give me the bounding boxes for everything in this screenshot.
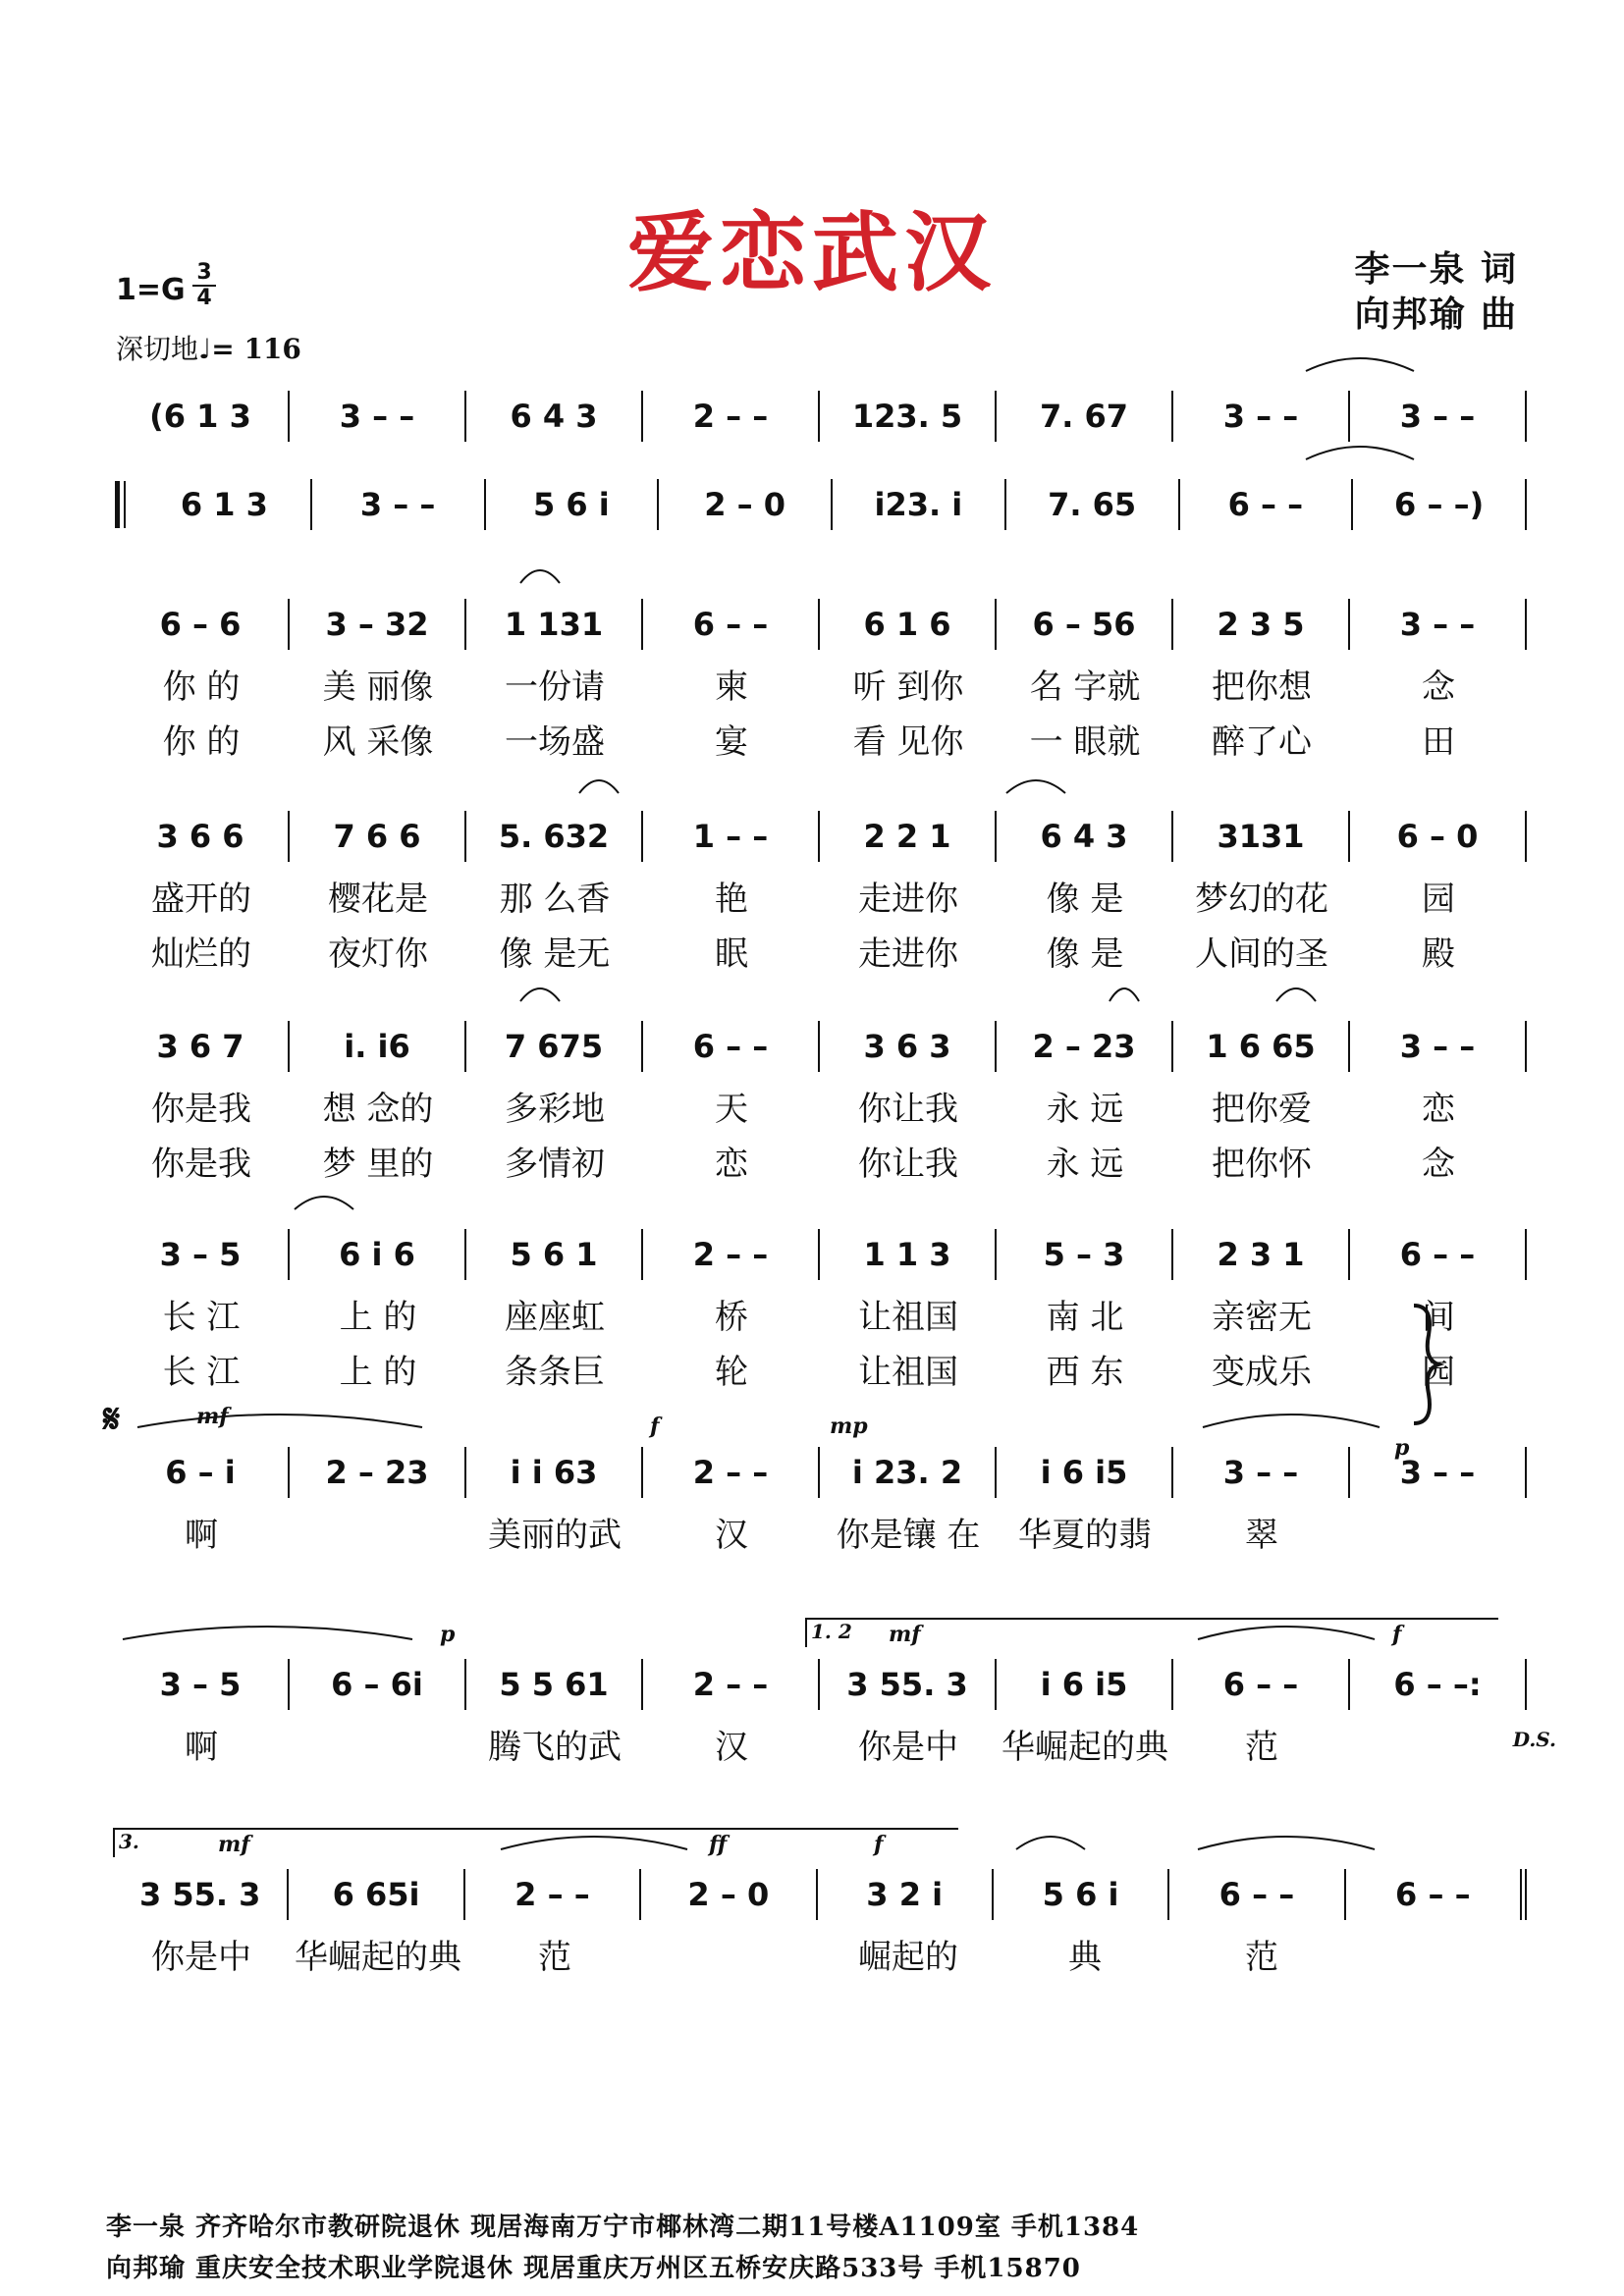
measure: 2 – 23 <box>290 1447 466 1498</box>
lyric-cell: 风 采像 <box>322 721 434 762</box>
lyric-cell: 变成乐 <box>1212 1352 1312 1392</box>
lyric-cell: 美丽的武 <box>488 1515 622 1555</box>
lyric-cell: 梦幻的花 <box>1195 879 1328 919</box>
measure: 3 – – <box>1350 1021 1527 1072</box>
system-3 <box>113 599 1527 764</box>
lyric-cell: 把你怀 <box>1212 1144 1312 1184</box>
lyric-line <box>113 925 1527 976</box>
measure: i 6 i5 <box>997 1447 1173 1498</box>
measure: 2 – – <box>643 1447 820 1498</box>
measure: 6 1 6 <box>820 599 997 650</box>
meter-top: 3 <box>196 260 212 285</box>
measure: 2 – 0 <box>641 1869 817 1920</box>
measure: 6 – – <box>1169 1869 1345 1920</box>
measure: 1 131 <box>466 599 643 650</box>
dynamic-f: f <box>874 1832 884 1857</box>
measure: 3 – 32 <box>290 599 466 650</box>
lyricist-credit: 李一泉 词 <box>1354 248 1518 290</box>
measure: 2 3 5 <box>1173 599 1350 650</box>
slur-arc <box>1203 1415 1380 1427</box>
lyric-cell: 范 <box>538 1937 571 1977</box>
lyric-cell: 一份请 <box>505 667 605 707</box>
ds-marking: D.S. <box>1512 1728 1556 1751</box>
system-5 <box>113 1021 1527 1186</box>
measure: 7. 67 <box>997 391 1173 442</box>
lyric-cell: 你是镶 在 <box>836 1515 981 1555</box>
segno-icon: 𝄋 <box>103 1396 121 1442</box>
quarter-note-icon: ♩ <box>198 333 212 365</box>
measure: 3 6 3 <box>820 1021 997 1072</box>
lyric-cell: 永 远 <box>1046 1144 1124 1184</box>
measure: 3 55. 3 <box>113 1869 289 1920</box>
lyric-cell: 念 <box>1422 1144 1455 1184</box>
measure: 3 – 5 <box>113 1659 290 1710</box>
staff-line <box>113 1659 1527 1710</box>
key-signature: 1=G <box>116 273 186 307</box>
slur-arc <box>1016 1837 1085 1849</box>
slur-arc <box>295 1197 353 1209</box>
lyric-cell: 柬 <box>715 667 748 707</box>
lyric-cell: 多彩地 <box>505 1089 605 1129</box>
dynamic-f: f <box>650 1414 660 1439</box>
lyric-cell: 华崛起的典 <box>295 1937 461 1977</box>
lyric-cell: 桥 <box>715 1297 748 1337</box>
staff-line <box>113 1021 1527 1072</box>
lyric-cell: 你是我 <box>151 1089 251 1129</box>
system-4 <box>113 811 1527 976</box>
slur-arc <box>1006 780 1065 793</box>
measure: 3 – – <box>1350 1447 1527 1498</box>
staff-line <box>113 479 1527 530</box>
lyric-cell: 让祖国 <box>858 1297 958 1337</box>
measure: 6 4 3 <box>466 391 643 442</box>
measure: 6 – i <box>113 1447 290 1498</box>
measure: (6 1 3 <box>113 391 290 442</box>
lyric-cell: 殿 <box>1422 934 1455 974</box>
lyric-cell: 把你想 <box>1212 667 1312 707</box>
measure: i. i6 <box>290 1021 466 1072</box>
staff-line <box>113 811 1527 862</box>
measure: 6 – – <box>643 599 820 650</box>
slur-arc <box>579 780 619 793</box>
lyric-cell: 多情初 <box>505 1144 605 1184</box>
lyric-cell: 恋 <box>715 1144 748 1184</box>
lyric-cell: 田 <box>1422 721 1455 762</box>
measure: 2 2 1 <box>820 811 997 862</box>
lyric-line <box>113 713 1527 764</box>
measure: i23. i <box>833 479 1006 530</box>
measure: 7 675 <box>466 1021 643 1072</box>
measure: 6 1 3 <box>138 479 312 530</box>
measure: 6 – 0 <box>1350 811 1527 862</box>
lyric-cell: 你让我 <box>858 1144 958 1184</box>
measure: 3 2 i <box>818 1869 994 1920</box>
lyric-line <box>113 1135 1527 1186</box>
lyric-cell: 你 的 <box>162 721 241 762</box>
tempo-value: = 116 <box>211 333 301 365</box>
measure: 7 6 6 <box>290 811 466 862</box>
dynamic-mf: mf <box>218 1832 250 1857</box>
measure: 3 – 5 <box>113 1229 290 1280</box>
lyric-cell: 听 到你 <box>852 667 964 707</box>
dynamic-mf: mf <box>196 1404 229 1429</box>
system-1 <box>113 391 1527 442</box>
dynamic-mf: mf <box>889 1622 921 1647</box>
lyric-cell: 像 是 <box>1046 934 1124 974</box>
measure: 2 – 23 <box>997 1021 1173 1072</box>
lyric-line <box>113 1343 1527 1394</box>
composer-credit: 向邦瑜 曲 <box>1354 294 1518 335</box>
measure: 3 – – <box>290 391 466 442</box>
lyric-cell: 长 江 <box>162 1352 241 1392</box>
lyric-cell: 你让我 <box>858 1089 958 1129</box>
lyric-cell: 条条巨 <box>505 1352 605 1392</box>
lyric-cell: 你 的 <box>162 667 241 707</box>
lyric-cell: 走进你 <box>858 934 958 974</box>
measure: 6 – – <box>1173 1659 1350 1710</box>
measure: 3 6 6 <box>113 811 290 862</box>
lyric-cell: 名 字就 <box>1029 667 1141 707</box>
dynamic-ff: ff <box>709 1832 728 1857</box>
lyric-cell: 你是我 <box>151 1144 251 1184</box>
measure: 7. 65 <box>1006 479 1180 530</box>
dynamic-p: p <box>440 1622 456 1647</box>
measure: 5. 632 <box>466 811 643 862</box>
measure: 3 55. 3 <box>820 1659 997 1710</box>
lyric-cell: 汉 <box>715 1515 748 1555</box>
measure: 3 – – <box>1350 599 1527 650</box>
lyric-cell: 让祖国 <box>858 1352 958 1392</box>
measure: i 6 i5 <box>997 1659 1173 1710</box>
system-2 <box>113 479 1527 530</box>
measure: 6 i 6 <box>290 1229 466 1280</box>
lyric-line <box>113 658 1527 709</box>
dynamic-mp: mp <box>830 1414 868 1439</box>
lyric-cell: 看 见你 <box>852 721 964 762</box>
lyric-cell: 腾飞的武 <box>488 1727 622 1767</box>
measure: 5 6 i <box>486 479 660 530</box>
measure: 1 – – <box>643 811 820 862</box>
slur-arc <box>1198 1837 1375 1849</box>
lyric-line <box>113 1080 1527 1131</box>
lyric-cell: 汉 <box>715 1727 748 1767</box>
lyric-cell: 像 是无 <box>499 934 611 974</box>
lyric-cell: 美 丽像 <box>322 667 434 707</box>
lyric-cell: 天 <box>715 1089 748 1129</box>
measure: 6 – –) <box>1353 479 1527 530</box>
lyric-cell: 你是中 <box>151 1937 251 1977</box>
measure: 3131 <box>1173 811 1350 862</box>
lyric-cell: 梦 里的 <box>322 1144 434 1184</box>
measure: 3 – – <box>1173 391 1350 442</box>
lyric-cell: 念 <box>1422 667 1455 707</box>
lyric-cell: 典 <box>1068 1937 1102 1977</box>
lyric-cell: 人间的圣 <box>1195 934 1328 974</box>
measure: 6 – –: <box>1350 1659 1527 1710</box>
measure: 1 6 65 <box>1173 1021 1350 1072</box>
measure: 6 – 56 <box>997 599 1173 650</box>
staff-line <box>113 1869 1527 1920</box>
measure: 5 6 i <box>994 1869 1169 1920</box>
measure: 3 6 7 <box>113 1021 290 1072</box>
staff-line <box>113 1447 1527 1498</box>
lyric-cell: 范 <box>1245 1937 1278 1977</box>
measure: 5 – 3 <box>997 1229 1173 1280</box>
lyric-cell: 崛起的 <box>858 1937 958 1977</box>
lyric-cell: 华夏的翡 <box>1018 1515 1152 1555</box>
lyric-cell: 走进你 <box>858 879 958 919</box>
measure: i i 63 <box>466 1447 643 1498</box>
lyric-cell: 眠 <box>715 934 748 974</box>
lyric-cell: 南 北 <box>1046 1297 1124 1337</box>
lyric-cell: 樱花是 <box>328 879 428 919</box>
lyric-cell: 啊 <box>185 1727 218 1767</box>
lyric-cell: 上 的 <box>339 1352 417 1392</box>
measure: 6 65i <box>289 1869 464 1920</box>
measure: 2 – – <box>465 1869 641 1920</box>
slur-arc <box>1276 988 1316 1001</box>
volta-bracket: 3. <box>113 1828 958 1857</box>
lyric-cell: 把你爱 <box>1212 1089 1312 1129</box>
measure: 2 3 1 <box>1173 1229 1350 1280</box>
measure: 6 – – <box>1350 1229 1527 1280</box>
measure: i 23. 2 <box>820 1447 997 1498</box>
lyric-cell: 亲密无 <box>1212 1297 1312 1337</box>
measure: 6 4 3 <box>997 811 1173 862</box>
staff-line <box>113 391 1527 442</box>
measure: 6 – 6i <box>290 1659 466 1710</box>
measure: 3 – – <box>312 479 486 530</box>
lyric-line <box>113 1718 1527 1769</box>
time-signature <box>192 261 216 310</box>
slur-arc <box>137 1415 422 1427</box>
lyric-cell: 座座虹 <box>505 1297 605 1337</box>
lyric-cell: 想 念的 <box>322 1089 434 1129</box>
slur-arc <box>520 570 560 583</box>
tempo-text: 深切地 <box>116 333 199 365</box>
song-title: 爱恋武汉 <box>626 201 997 303</box>
lyric-line <box>113 870 1527 921</box>
measure: 2 – – <box>643 1659 820 1710</box>
slur-arc <box>1110 988 1139 1001</box>
staff-line <box>113 1229 1527 1280</box>
measure: 5 6 1 <box>466 1229 643 1280</box>
tempo-marking <box>116 328 301 367</box>
slur-arc <box>520 988 560 1001</box>
footer-line-1: 李一泉 齐齐哈尔市教研院退休 现居海南万宁市椰林湾二期11号楼A1109室 手机1384 <box>106 2213 1140 2242</box>
lyric-line <box>113 1928 1527 1979</box>
measure: 2 – 0 <box>659 479 833 530</box>
lyric-cell: 夜灯你 <box>328 934 428 974</box>
lyric-cell: 西 东 <box>1046 1352 1124 1392</box>
slur-arc <box>123 1627 412 1639</box>
meter-bottom: 4 <box>196 286 212 310</box>
lyric-cell: 艳 <box>715 879 748 919</box>
slur-arc <box>1306 358 1414 371</box>
lyric-cell: 盛开的 <box>151 879 251 919</box>
lyric-cell: 翠 <box>1245 1515 1278 1555</box>
lyric-cell: 像 是 <box>1046 879 1124 919</box>
repeat-start-barline <box>113 479 138 530</box>
measure: 3 – – <box>1350 391 1527 442</box>
lyric-cell: 长 江 <box>162 1297 241 1337</box>
dynamic-p: p <box>1394 1435 1410 1461</box>
measure: 1 1 3 <box>820 1229 997 1280</box>
lyric-cell: 上 的 <box>339 1297 417 1337</box>
lyric-cell: 一场盛 <box>505 721 605 762</box>
lyric-cell: 园 <box>1422 879 1455 919</box>
lyric-line <box>113 1288 1527 1339</box>
lyric-cell: 你是中 <box>858 1727 958 1767</box>
measure: 6 – 6 <box>113 599 290 650</box>
lyric-cell: 间 <box>1422 1297 1455 1337</box>
lyric-cell: 轮 <box>715 1352 748 1392</box>
measure: 6 – – <box>1180 479 1354 530</box>
lyric-cell: 醉了心 <box>1212 721 1312 762</box>
lyric-cell: 恋 <box>1422 1089 1455 1129</box>
measure: 3 – – <box>1173 1447 1350 1498</box>
system-6 <box>113 1229 1527 1394</box>
measure: 5 5 61 <box>466 1659 643 1710</box>
volta-bracket: 1. 2 <box>805 1618 1498 1647</box>
lyric-cell: 范 <box>1245 1727 1278 1767</box>
footer-line-2: 向邦瑜 重庆安全技术职业学院退休 现居重庆万州区五桥安庆路533号 手机15870 <box>106 2254 1081 2283</box>
measure: 2 – – <box>643 1229 820 1280</box>
lyric-cell: 园 <box>1422 1352 1455 1392</box>
lyric-cell: 永 远 <box>1046 1089 1124 1129</box>
lyric-cell: 华崛起的典 <box>1001 1727 1168 1767</box>
lyric-cell: 灿烂的 <box>151 934 251 974</box>
lyric-line <box>113 1506 1527 1557</box>
measure: 6 – – <box>1346 1869 1527 1920</box>
lyric-cell: 宴 <box>715 721 748 762</box>
measure: 123. 5 <box>820 391 997 442</box>
slur-arc <box>1306 447 1414 459</box>
measure: 6 – – <box>643 1021 820 1072</box>
dynamic-f: f <box>1392 1622 1402 1647</box>
lyric-cell: 那 么香 <box>499 879 611 919</box>
measure: 2 – – <box>643 391 820 442</box>
staff-line <box>113 599 1527 650</box>
lyric-cell: 一 眼就 <box>1029 721 1141 762</box>
lyric-cell: 啊 <box>185 1515 218 1555</box>
